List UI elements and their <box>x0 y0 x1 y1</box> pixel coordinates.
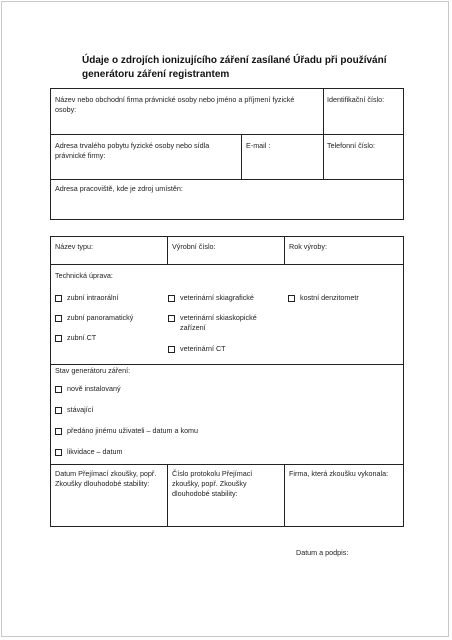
status-transferred[interactable] <box>55 426 198 436</box>
option-label: předáno jinému uživateli – datum a komu <box>67 426 199 435</box>
option-label: likvidace – datum <box>67 447 123 456</box>
generator-col-divider-d <box>284 464 285 527</box>
option-label: kostní denzitometr <box>300 293 359 302</box>
checkbox-icon[interactable] <box>55 386 62 393</box>
technical-design-label: Technická úprava: <box>55 271 113 280</box>
registrant-divider-2 <box>50 179 404 180</box>
generator-col-divider-c <box>167 464 168 527</box>
checkbox-icon[interactable] <box>55 407 62 414</box>
email-field-label[interactable]: E-mail : <box>246 141 271 150</box>
registrant-col-divider-a <box>323 88 324 179</box>
title-line-2: generátoru záření registrantem <box>82 69 230 80</box>
date-and-signature-label[interactable]: Datum a podpis: <box>296 548 349 557</box>
workplace-field-label[interactable]: Adresa pracoviště, kde je zdroj umístěn: <box>55 184 183 193</box>
option-vet-skiascopic[interactable] <box>168 313 278 333</box>
protocol-number-label[interactable]: Číslo protokolu Přejímací zkoušky, popř. Zkoušky dlouhodobé stability: <box>172 469 253 498</box>
registrant-col-divider-b <box>241 134 242 179</box>
form-title <box>82 54 387 82</box>
generator-divider-3 <box>50 464 404 465</box>
status-existing[interactable] <box>55 405 93 415</box>
option-dental-ct[interactable] <box>55 333 96 343</box>
option-label: zubní panoramatický <box>67 313 134 322</box>
address-field-label[interactable]: Adresa trvalého pobytu fyzické osoby nebo sídla právnické firmy: <box>55 141 210 160</box>
name-field-label[interactable]: Název nebo obchodní firma právnické osoby nebo jméno a příjmení fyzické osoby: <box>55 95 295 114</box>
option-label: veterinární skiaskopické zařízení <box>180 313 257 332</box>
registrant-divider-1 <box>50 134 404 135</box>
option-intraoral[interactable] <box>55 293 119 303</box>
year-field-label[interactable]: Rok výroby: <box>289 242 327 251</box>
option-label: stávající <box>67 405 94 414</box>
checkbox-icon[interactable] <box>55 335 62 342</box>
option-vet-ct[interactable] <box>168 344 226 354</box>
option-label: zubní CT <box>67 333 97 342</box>
status-new[interactable] <box>55 384 121 394</box>
generator-col-divider-a <box>167 236 168 264</box>
title-line-1: Údaje o zdrojích ionizujícího záření zasílané Úřadu při používání <box>82 55 387 66</box>
status-liquidation[interactable] <box>55 447 123 457</box>
option-vet-skiagraphic[interactable] <box>168 293 254 303</box>
serial-number-field-label[interactable]: Výrobní číslo: <box>172 242 216 251</box>
option-label: nově instalovaný <box>67 384 121 393</box>
testing-firm-label[interactable]: Firma, která zkoušku vykonala: <box>289 469 389 478</box>
checkbox-icon[interactable] <box>288 295 295 302</box>
acceptance-test-date-label[interactable]: Datum Přejímací zkoušky, popř. Zkoušky dlouhodobé stability: <box>55 469 157 488</box>
type-name-field-label[interactable]: Název typu: <box>55 242 93 251</box>
generator-status-label: Stav generátoru záření: <box>55 366 131 375</box>
generator-divider-1 <box>50 264 404 265</box>
checkbox-icon[interactable] <box>55 295 62 302</box>
checkbox-icon[interactable] <box>55 449 62 456</box>
option-bone-densitometer[interactable] <box>288 293 359 303</box>
checkbox-icon[interactable] <box>168 315 175 322</box>
id-number-field-label[interactable]: Identifikační číslo: <box>327 95 385 104</box>
generator-col-divider-b <box>284 236 285 264</box>
checkbox-icon[interactable] <box>168 295 175 302</box>
checkbox-icon[interactable] <box>168 346 175 353</box>
option-panoramic[interactable] <box>55 313 133 323</box>
option-label: zubní intraorální <box>67 293 119 302</box>
phone-field-label[interactable]: Telefonní číslo: <box>327 141 375 150</box>
checkbox-icon[interactable] <box>55 315 62 322</box>
option-label: veterinární CT <box>180 344 226 353</box>
generator-divider-2 <box>50 364 404 365</box>
option-label: veterinární skiagrafické <box>180 293 254 302</box>
checkbox-icon[interactable] <box>55 428 62 435</box>
